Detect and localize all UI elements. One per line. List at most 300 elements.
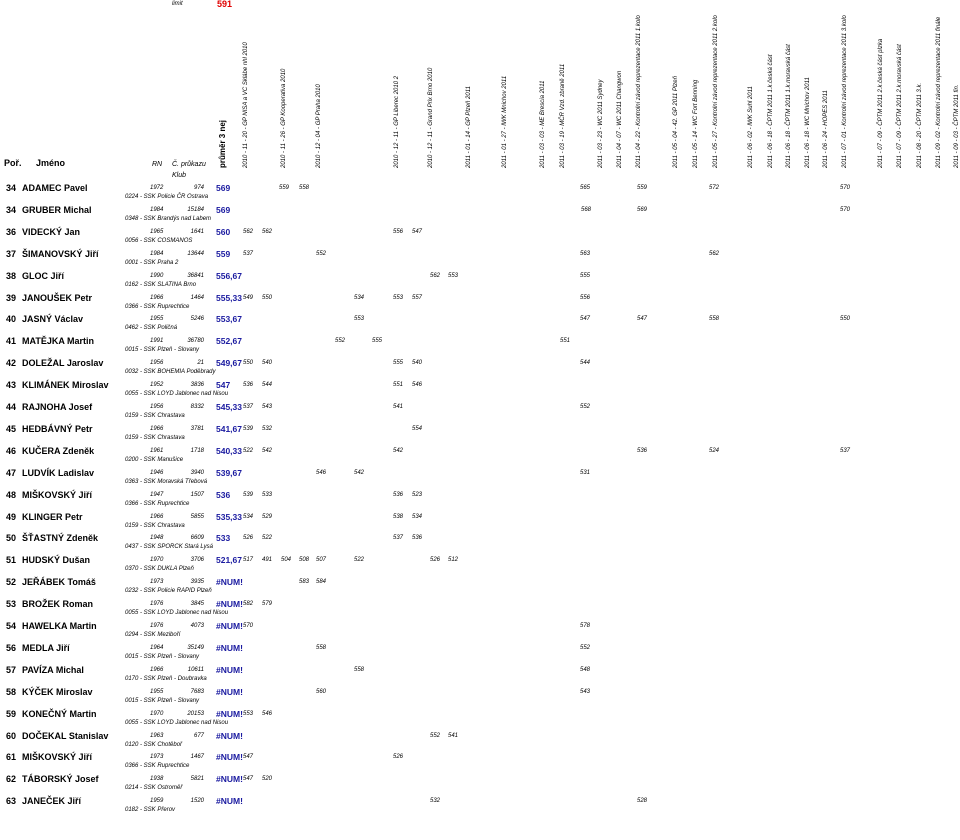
license-number: 3935 [190,579,204,586]
average-score: 540,33 [216,445,242,456]
event-score: 528 [637,798,648,805]
shooter-name: KUČERA Zdeněk [22,445,95,456]
club-name: 0437 - SSK SPORCK Stará Lysá [125,544,213,551]
birth-year: 1956 [150,404,164,410]
average-score: 535,33 [216,511,242,522]
event-score: 536 [637,447,648,454]
header-rn: RN [152,161,163,168]
license-number: 8332 [190,404,204,410]
birth-year: 1955 [150,688,164,695]
shooter-name: JEŘÁBEK Tomáš [22,577,96,588]
average-score: 533 [216,533,231,544]
column-header: 2011 - 04 - 22 - Kontrolní závod reprezentace 2011 1.kolo [636,15,642,168]
club-name: 0015 - SSK Plzeň - Slovany [125,653,200,660]
table-row [0,796,960,840]
club-name: 0182 - SSK Přerov [125,807,176,814]
club-name: 0214 - SSK Ostroměř [125,785,183,792]
shooter-name: KÝČEK Miroslav [22,686,93,697]
event-score: 572 [709,185,720,191]
club-name: 0348 - SSK Brandýs nad Labem [125,215,212,222]
license-number: 13644 [187,250,204,257]
rank: 43 [6,380,17,391]
license-number: 5246 [190,316,204,323]
column-header: 2011 - 07 - 09 - ČPTM 2011 2.k.česká část plzka [878,38,884,168]
event-score: 579 [262,601,273,608]
event-score: 570 [840,185,851,191]
birth-year: 1973 [150,754,164,761]
event-score: 508 [299,557,310,564]
column-header: 2011 - 06 - 18 - WC Mnichov 2011 [805,77,811,168]
event-score: 562 [243,228,254,235]
column-header: 2011 - 06 - 18 - ČPTM 2011 1.k.moravská část [786,44,792,168]
event-score: 562 [709,250,720,257]
event-score: 553 [243,710,254,717]
license-number: 4073 [190,623,204,629]
birth-year: 1984 [150,250,164,257]
event-score: 555 [393,360,404,367]
shooter-name: JANOUŠEK Petr [22,292,93,303]
event-score: 526 [393,754,404,761]
rank: 56 [6,642,17,653]
license-number: 36780 [187,338,204,345]
event-score: 544 [262,382,273,389]
column-header: 2011 - 06 - 18 - ČPTM 2011 1.k.česká část [768,54,774,168]
club-name: 0055 - SSK LOYD Jablonec nad Nisou [125,610,229,617]
column-header: 2011 - 01 - 14 - GP Plzeň 2011 [466,86,472,168]
column-header: 2011 - 03 - 23 - WC 2011 Sydney [598,79,604,168]
event-score: 547 [580,316,591,323]
event-score: 582 [243,601,254,608]
column-header: 2010 - 12 - 11 - Grand Prix Brno 2010 [428,67,434,168]
birth-year: 1973 [150,579,164,586]
license-number: 6609 [190,535,204,542]
rank: 40 [6,314,17,325]
event-score: 552 [580,404,591,410]
event-score: 547 [412,228,423,235]
column-header: 2010 - 12 - 11 - GP Liberec 2010 2 [394,75,400,168]
event-score: 553 [393,294,404,301]
rank: 42 [6,358,17,369]
event-score: 550 [262,294,273,301]
column-header: 2011 - 05 - 04 - 42. GP 2011 Plzeň [673,76,679,168]
license-number: 1718 [190,447,204,454]
birth-year: 1990 [150,272,164,279]
event-score: 546 [412,382,423,389]
event-score: 551 [393,382,404,389]
birth-year: 1955 [150,316,164,323]
event-score: 558 [709,316,720,323]
event-score: 548 [580,666,591,673]
club-name: 0366 - SSK Ruprechtice [125,303,190,310]
average-score: #NUM! [216,642,243,653]
shooter-name: MIŠKOVSKÝ Jiří [22,489,93,500]
shooter-name: LUDVÍK Ladislav [22,467,95,478]
rank: 48 [6,489,17,500]
club-name: 0032 - SSK BOHEMIA Poděbrady [125,369,216,376]
event-score: 556 [393,228,404,235]
club-name: 0294 - SSK Meziboří [125,632,181,638]
column-header: 2011 - 06 - 24 - HOPES 2011 [823,90,829,168]
shooter-name: ŠIMANOVSKÝ Jiří [22,248,99,259]
rank: 49 [6,511,17,522]
birth-year: 1976 [150,623,164,629]
event-score: 543 [580,688,591,695]
license-number: 1520 [190,798,204,805]
club-name: 0370 - SSK DUKLA Plzeň [125,566,194,573]
birth-year: 1966 [150,425,164,432]
event-score: 542 [393,447,404,454]
event-score: 547 [243,754,254,761]
license-number: 5821 [190,776,204,783]
average-score: 541,67 [216,423,242,434]
event-score: 537 [243,404,254,410]
rank: 54 [6,621,17,631]
average-score: 560 [216,226,231,237]
event-score: 542 [262,447,273,454]
license-number: 3940 [190,469,204,476]
shooter-name: VIDECKÝ Jan [22,226,81,237]
average-score: #NUM! [216,708,243,719]
shooter-name: KONEČNÝ Martin [22,708,97,719]
club-name: 0159 - SSK Chrastava [125,522,185,529]
birth-year: 1959 [150,798,164,805]
shooter-name: DOČEKAL Stanislav [22,730,109,741]
column-header: 2010 - 12 - 04 - GP Praha 2010 [316,84,322,168]
shooter-name: ADAMEC Pavel [22,183,88,193]
rank: 37 [6,248,17,259]
event-score: 568 [581,206,592,213]
header-por: Poř. [4,158,22,168]
shooter-name: KLIMÁNEK Miroslav [22,380,109,391]
event-score: 554 [412,425,423,432]
average-score: 539,67 [216,467,242,478]
event-score: 555 [580,272,591,279]
shooter-name: GLOC Jiří [22,270,65,281]
average-score: #NUM! [216,796,243,807]
license-number: 21 [197,360,204,367]
event-score: 539 [243,491,254,498]
event-score: 550 [243,360,254,367]
event-score: 558 [299,185,310,191]
club-name: 0170 - SSK Plzeň - Doubravka [125,675,207,682]
license-number: 35149 [187,644,204,651]
event-score: 546 [316,469,327,476]
average-score: #NUM! [216,599,243,610]
birth-year: 1938 [150,776,164,783]
license-number: 1464 [190,294,204,301]
club-name: 0224 - SSK Policie ČR Ostrava [125,194,209,200]
event-score: 536 [243,382,254,389]
shooter-name: HUDSKÝ Dušan [22,555,91,566]
event-score: 541 [448,732,459,739]
event-score: 570 [243,623,254,629]
event-score: 540 [412,360,423,367]
rank: 45 [6,423,17,434]
club-name: 0001 - SSK Praha 2 [125,259,179,266]
column-header: 2011 - 05 - 14 - WC Fort Benning [693,79,699,168]
license-number: 5855 [190,513,204,520]
average-score: #NUM! [216,686,243,697]
shooter-name: DOLEŽAL Jaroslav [22,358,104,369]
club-name: 0363 - SSK Moravská Třebová [125,478,208,485]
club-name: 0015 - SSK Plzeň - Slovany [125,697,200,704]
birth-year: 1984 [150,206,164,213]
event-score: 541 [393,404,404,410]
event-score: 552 [580,644,591,651]
event-score: 526 [430,557,441,564]
limit-label: limit [172,1,183,7]
event-score: 546 [262,710,273,717]
event-score: 507 [316,557,327,564]
club-name: 0159 - SSK Chrastava [125,434,185,441]
club-name: 0366 - SSK Ruprechtice [125,500,190,507]
event-score: 524 [709,447,720,454]
average-score: 545,33 [216,402,242,412]
birth-year: 1966 [150,513,164,520]
column-header: 2011 - 01 - 27 - IWK Mnichov 2011 [502,75,508,168]
birth-year: 1972 [150,185,164,191]
event-score: 549 [243,294,254,301]
event-score: 522 [243,447,254,454]
license-number: 3781 [190,425,204,432]
event-score: 537 [393,535,404,542]
club-name: 0055 - SSK LOYD Jablonec nad Nisou [125,391,229,398]
event-score: 534 [412,513,423,520]
club-name: 0015 - SSK Plzeň - Slovany [125,347,200,354]
event-score: 560 [316,688,327,695]
column-header: 2011 - 08 - 20 - ČPTM 2011 3.k. [917,82,923,168]
column-header: 2011 - 05 - 27 - Kontrolní závod reprezentace 2011 2.kolo [713,15,719,168]
rank: 60 [6,730,17,741]
license-number: 1507 [190,491,204,498]
average-score: 559 [216,248,231,259]
event-score: 504 [281,557,292,564]
shooter-name: ŠŤASTNÝ Zdeněk [22,533,99,544]
birth-year: 1976 [150,601,164,608]
birth-year: 1964 [150,644,164,651]
club-name: 0366 - SSK Ruprechtice [125,763,190,770]
event-score: 550 [840,316,851,323]
event-score: 551 [560,338,571,345]
rank: 51 [6,555,17,566]
event-score: 544 [580,360,591,367]
event-score: 534 [354,294,365,301]
shooter-name: MEDLA Jiří [22,642,70,653]
club-name: 0055 - SSK LOYD Jablonec nad Nisou [125,719,229,726]
birth-year: 1963 [150,732,164,739]
rank: 52 [6,577,17,588]
birth-year: 1948 [150,535,164,542]
average-score: #NUM! [216,621,243,631]
event-score: 547 [243,776,254,783]
rank: 41 [6,336,17,347]
event-score: 563 [580,250,591,257]
rank: 44 [6,402,17,412]
event-score: 569 [637,206,648,213]
average-score: 536 [216,489,231,500]
event-score: 553 [448,272,459,279]
event-score: 552 [316,250,327,257]
birth-year: 1970 [150,557,164,564]
license-number: 1641 [190,228,204,235]
average-score: 547 [216,380,231,391]
event-score: 558 [316,644,327,651]
shooter-name: RAJNOHA Josef [22,402,93,412]
birth-year: 1991 [150,338,164,345]
column-header: 2011 - 03 - 19 - MČR Vzd. zbraně 2011 [560,63,566,168]
column-header: 2011 - 06 - 02 - IWK Suhl 2011 [748,86,754,168]
license-number: 3836 [190,382,204,389]
club-name: 0162 - SSK SLATINA Brno [125,281,197,288]
rank: 46 [6,445,17,456]
birth-year: 1965 [150,228,164,235]
average-score: #NUM! [216,730,243,741]
event-score: 562 [430,272,441,279]
license-number: 974 [193,185,204,191]
event-score: 538 [393,513,404,520]
birth-year: 1970 [150,710,164,717]
event-score: 536 [412,535,423,542]
average-score: 569 [216,204,231,215]
event-score: 556 [580,294,591,301]
shooter-name: MATĚJKA Martin [22,336,94,347]
event-score: 570 [840,206,851,213]
license-number: 15184 [187,206,204,213]
club-name: 0056 - SSK COSMANOS [125,237,193,244]
header-cprukazu: Č. průkazu [172,161,206,168]
average-score: 552,67 [216,336,242,347]
rank: 63 [6,796,17,807]
rank: 59 [6,708,17,719]
event-score: 537 [840,447,851,454]
event-score: 522 [262,535,273,542]
rank: 61 [6,752,17,763]
shooter-name: BROŽEK Roman [22,599,94,610]
average-score: 556,67 [216,270,242,281]
license-number: 36841 [187,272,204,279]
event-score: 562 [262,228,273,235]
event-score: 517 [243,557,254,564]
birth-year: 1956 [150,360,164,367]
event-score: 523 [412,491,423,498]
rank: 57 [6,664,17,675]
header-prumer: průměr 3 nej [218,119,227,168]
shooter-name: KLINGER Petr [22,511,83,522]
event-score: 578 [580,623,591,629]
club-name: 0200 - SSK Manušice [125,456,184,463]
event-score: 552 [430,732,441,739]
birth-year: 1961 [150,447,164,454]
event-score: 584 [316,579,327,586]
average-score: 569 [216,183,231,193]
shooter-name: HEDBÁVNÝ Petr [22,423,93,434]
event-score: 555 [372,338,383,345]
rank: 36 [6,226,17,237]
event-score: 565 [580,185,591,191]
birth-year: 1946 [150,469,164,476]
rank: 53 [6,599,17,610]
column-header: 2011 - 03 - 03 - ME Brescia 2011 [540,80,546,168]
rank: 39 [6,292,17,303]
event-score: 559 [637,185,648,191]
license-number: 3706 [190,557,204,564]
event-score: 532 [430,798,441,805]
column-header: 2011 - 09 - 03 - ČPTM 2011 fin. [954,84,960,168]
column-header: 2011 - 07 - 09 - ČPTM 2011 2.k.moravská část [897,44,903,168]
birth-year: 1952 [150,382,164,389]
club-name: 0462 - SSK Poličná [125,325,178,332]
average-score: #NUM! [216,664,243,675]
column-header: 2010 - 11 - 26 - GP Kooperativa 2010 [281,68,287,168]
birth-year: 1947 [150,491,164,498]
shooter-name: HAWELKA Martin [22,621,97,631]
event-score: 552 [335,338,346,345]
shooter-name: GRUBER Michal [22,204,92,215]
club-name: 0159 - SSK Chrastava [125,413,185,419]
shooter-name: JASNÝ Václav [22,314,84,325]
birth-year: 1966 [150,666,164,673]
license-number: 7683 [190,688,204,695]
event-score: 534 [243,513,254,520]
event-score: 537 [243,250,254,257]
event-score: 533 [262,491,273,498]
column-header: 2011 - 09 - 02 - Kontrolní závod reprezentace 2011 finále [936,16,942,168]
header-klub: Klub [172,172,187,179]
event-score: 543 [262,404,273,410]
event-score: 547 [637,316,648,323]
club-name: 0232 - SSK Policie RAPID Plzeň [125,588,212,595]
event-score: 491 [262,557,273,564]
event-score: 531 [580,469,591,476]
rank: 34 [6,204,17,215]
license-number: 3845 [190,601,204,608]
average-score: #NUM! [216,752,243,763]
license-number: 1467 [190,754,204,761]
event-score: 512 [448,557,459,564]
average-score: 521,67 [216,555,242,566]
club-name: 0120 - SSK Chotěboř [125,741,183,748]
column-header: 2011 - 04 - 07 - WC 2011 Changwon [617,70,623,168]
event-score: 558 [354,666,365,673]
average-score: 553,67 [216,314,242,325]
license-number: 677 [193,732,204,739]
event-score: 529 [262,513,273,520]
shooter-name: PAVÍZA Michal [22,664,84,675]
rank: 62 [6,774,17,785]
average-score: 555,33 [216,292,242,303]
column-header: 2011 - 07 - 01 - Kontrolní závod reprezentace 2011 3.kolo [842,15,848,168]
shooter-name: TÁBORSKÝ Josef [22,774,99,785]
license-number: 20153 [187,710,204,717]
event-score: 520 [262,776,273,783]
event-score: 553 [354,316,365,323]
event-score: 526 [243,535,254,542]
average-score: #NUM! [216,577,243,588]
rank: 50 [6,533,17,544]
limit-value: 591 [217,0,233,9]
event-score: 557 [412,294,423,301]
rank: 58 [6,686,17,697]
average-score: #NUM! [216,774,243,785]
column-header: 2010 - 11 - 20 - GP NISA a VC Sklábe nhl 2010 [243,42,249,168]
license-number: 10611 [187,666,204,673]
rank: 38 [6,270,17,281]
event-score: 583 [299,579,310,586]
rank: 34 [6,183,17,193]
header-jmeno: Jméno [36,158,66,168]
average-score: 549,67 [216,358,242,369]
event-score: 536 [393,491,404,498]
